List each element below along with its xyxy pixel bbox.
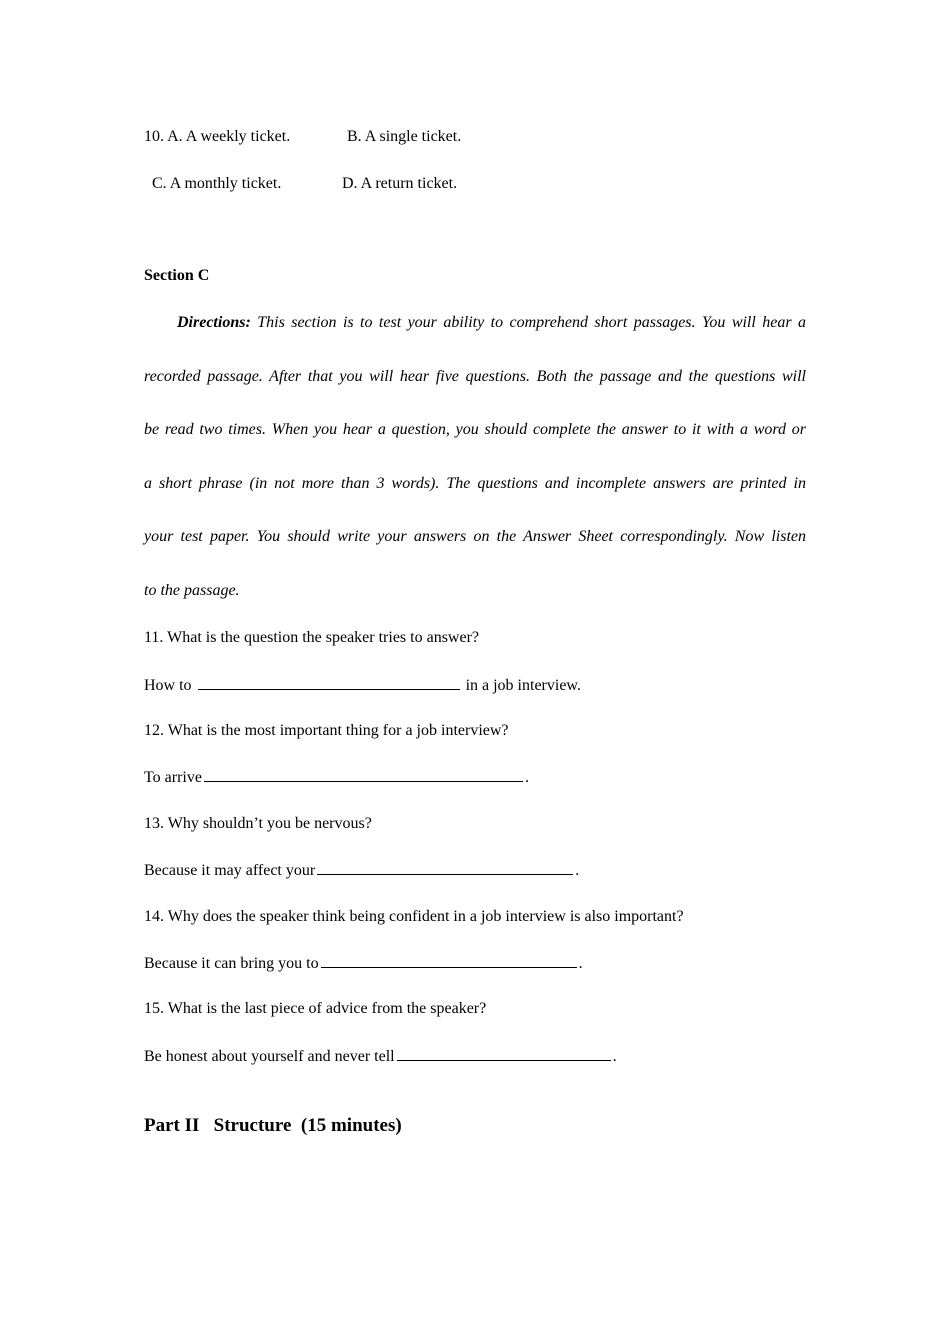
section-c-directions bbox=[144, 313, 806, 601]
directions-line: to the passage. bbox=[144, 581, 240, 599]
directions-line: your test paper. You should write your answers on the Answer Sheet correspondingly. Now listen bbox=[144, 528, 806, 546]
q10-option-c: C. A monthly ticket. bbox=[152, 175, 282, 192]
question-11: 11. What is the question the speaker tries to answer? bbox=[144, 629, 480, 646]
answer-blank-13[interactable] bbox=[317, 860, 573, 875]
answer-13: Because it may affect your . bbox=[144, 862, 580, 879]
section-c-title: Section C bbox=[144, 267, 210, 284]
answer-blank-12[interactable] bbox=[204, 767, 523, 782]
answer-15: Be honest about yourself and never tell . bbox=[144, 1048, 617, 1065]
directions-line: a short phrase (in not more than 3 words). The questions and incomplete answers are printed in bbox=[144, 474, 806, 492]
directions-line: be read two times. When you hear a question, you should complete the answer to it with a word or bbox=[144, 421, 806, 439]
answer-14: Because it can bring you to . bbox=[144, 955, 583, 972]
answer-blank-11[interactable] bbox=[198, 675, 460, 690]
question-13: 13. Why shouldn’t you be nervous? bbox=[144, 815, 372, 832]
answer-blank-14[interactable] bbox=[321, 953, 577, 968]
answer-12: To arrive . bbox=[144, 769, 529, 786]
question-12: 12. What is the most important thing for a job interview? bbox=[144, 722, 509, 739]
answer-blank-15[interactable] bbox=[397, 1046, 611, 1061]
q10-option-a bbox=[144, 127, 290, 147]
directions-label: Directions: bbox=[177, 314, 251, 331]
question-15: 15. What is the last piece of advice from the speaker? bbox=[144, 1000, 487, 1017]
directions-line: recorded passage. After that you will hear five questions. Both the passage and the questions will bbox=[144, 367, 806, 385]
question-14: 14. Why does the speaker think being confident in a job interview is also important? bbox=[144, 908, 684, 925]
q10-number: 10. bbox=[144, 128, 164, 145]
directions-line: Directions: This section is to test your ability to comprehend short passages. You will hear a bbox=[177, 314, 807, 331]
q10-option-b: B. A single ticket. bbox=[347, 128, 462, 145]
q10-option-d: D. A return ticket. bbox=[342, 175, 458, 192]
q10-option-a-text: A. A weekly ticket. bbox=[167, 128, 291, 145]
part-2-title: Part II Structure (15 minutes) bbox=[144, 1115, 402, 1136]
answer-11: How to in a job interview. bbox=[144, 677, 581, 694]
